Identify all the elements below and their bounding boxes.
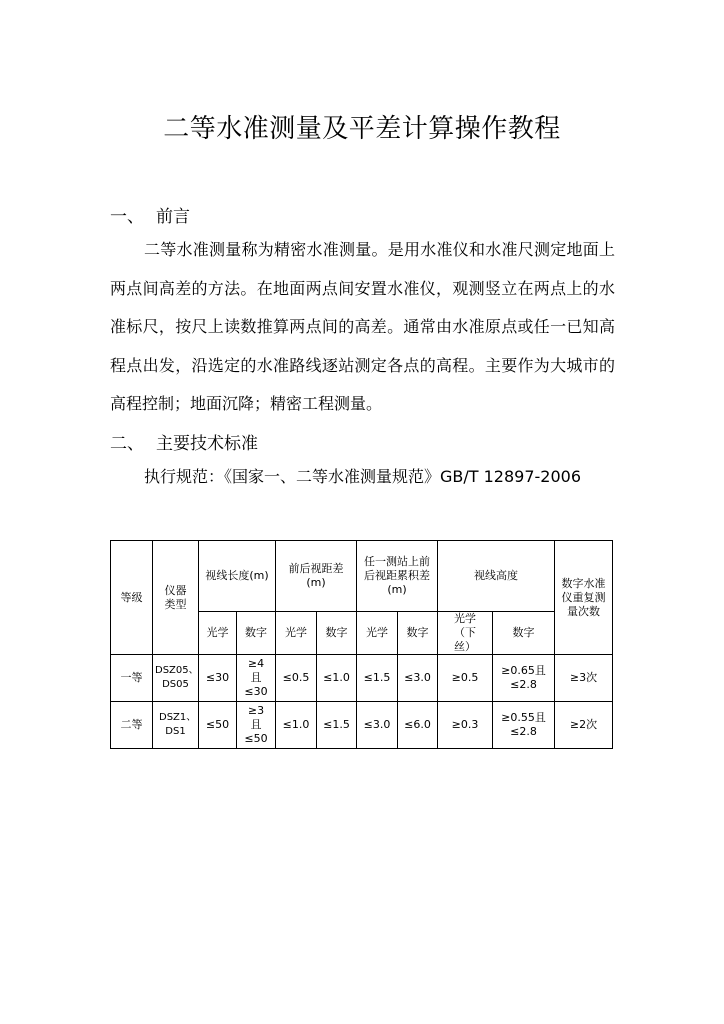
table-header-row — [111, 541, 613, 612]
subheader-cd-optical: 光学 — [357, 612, 398, 655]
technical-standards-table — [110, 540, 613, 749]
subheader-cd-digital: 数字 — [398, 612, 438, 655]
subheader-sh-optical: 光学（下丝） — [438, 612, 493, 655]
cell-cd-digital: ≤6.0 — [398, 702, 438, 749]
subheader-sl-digital: 数字 — [237, 612, 276, 655]
table-row — [111, 655, 613, 702]
section-1-heading — [110, 202, 190, 227]
section-2-heading — [110, 429, 258, 454]
section-1-paragraph: 二等水准测量称为精密水准测量。是用水准仪和水准尺测定地面上两点间高差的方法。在地面两点间安置水准仪，观测竖立在两点上的水准标尺，按尺上读数推算两点间的高差。通常由水准原点或任一已知高程点出发，沿选定的水准路线逐站测定各点的高程。主要作为大城市的高程控制；地面沉降；精密工程测量。 — [110, 240, 615, 413]
cell-sh-digital: ≥0.55且≤2.8 — [493, 702, 555, 749]
cell-instrument: DSZ05、DS05 — [153, 655, 199, 702]
cell-dd-optical: ≤0.5 — [276, 655, 317, 702]
header-cumulative-diff: 任一测站上前后视距累积差(m) — [357, 541, 438, 612]
section-2-title: 主要技术标准 — [156, 434, 258, 454]
header-sight-height: 视线高度 — [438, 541, 555, 612]
cell-cd-optical: ≤3.0 — [357, 702, 398, 749]
header-instrument: 仪器类型 — [153, 541, 199, 655]
standard-reference: 执行规范：《国家一、二等水准测量规范》GB/T 12897-2006 — [144, 467, 582, 486]
subheader-dd-optical: 光学 — [276, 612, 317, 655]
section-1-number: 一、 — [110, 207, 144, 227]
subheader-sl-optical: 光学 — [199, 612, 237, 655]
cell-cd-digital: ≤3.0 — [398, 655, 438, 702]
header-distance-diff: 前后视距差(m) — [276, 541, 357, 612]
cell-grade: 一等 — [111, 655, 153, 702]
cell-dd-optical: ≤1.0 — [276, 702, 317, 749]
cell-dd-digital: ≤1.5 — [317, 702, 357, 749]
cell-sl-digital: ≥3且≤50 — [237, 702, 276, 749]
cell-cd-optical: ≤1.5 — [357, 655, 398, 702]
table-row — [111, 702, 613, 749]
cell-sh-optical: ≥0.5 — [438, 655, 493, 702]
cell-sl-digital: ≥4且≤30 — [237, 655, 276, 702]
section-2-number: 二、 — [110, 434, 144, 454]
cell-dd-digital: ≤1.0 — [317, 655, 357, 702]
cell-sh-optical: ≥0.3 — [438, 702, 493, 749]
cell-instrument: DSZ1、DS1 — [153, 702, 199, 749]
document-title: 二等水准测量及平差计算操作教程 — [163, 114, 561, 144]
header-grade: 等级 — [111, 541, 153, 655]
cell-grade: 二等 — [111, 702, 153, 749]
subheader-dd-digital: 数字 — [317, 612, 357, 655]
section-1-title: 前言 — [156, 207, 190, 227]
header-sight-length: 视线长度(m) — [199, 541, 276, 612]
header-repeat-count: 数字水准仪重复测量次数 — [555, 541, 613, 655]
cell-sl-optical: ≤50 — [199, 702, 237, 749]
cell-sh-digital: ≥0.65且≤2.8 — [493, 655, 555, 702]
subheader-sh-digital: 数字 — [493, 612, 555, 655]
cell-repeat: ≥2次 — [555, 702, 613, 749]
cell-repeat: ≥3次 — [555, 655, 613, 702]
cell-sl-optical: ≤30 — [199, 655, 237, 702]
